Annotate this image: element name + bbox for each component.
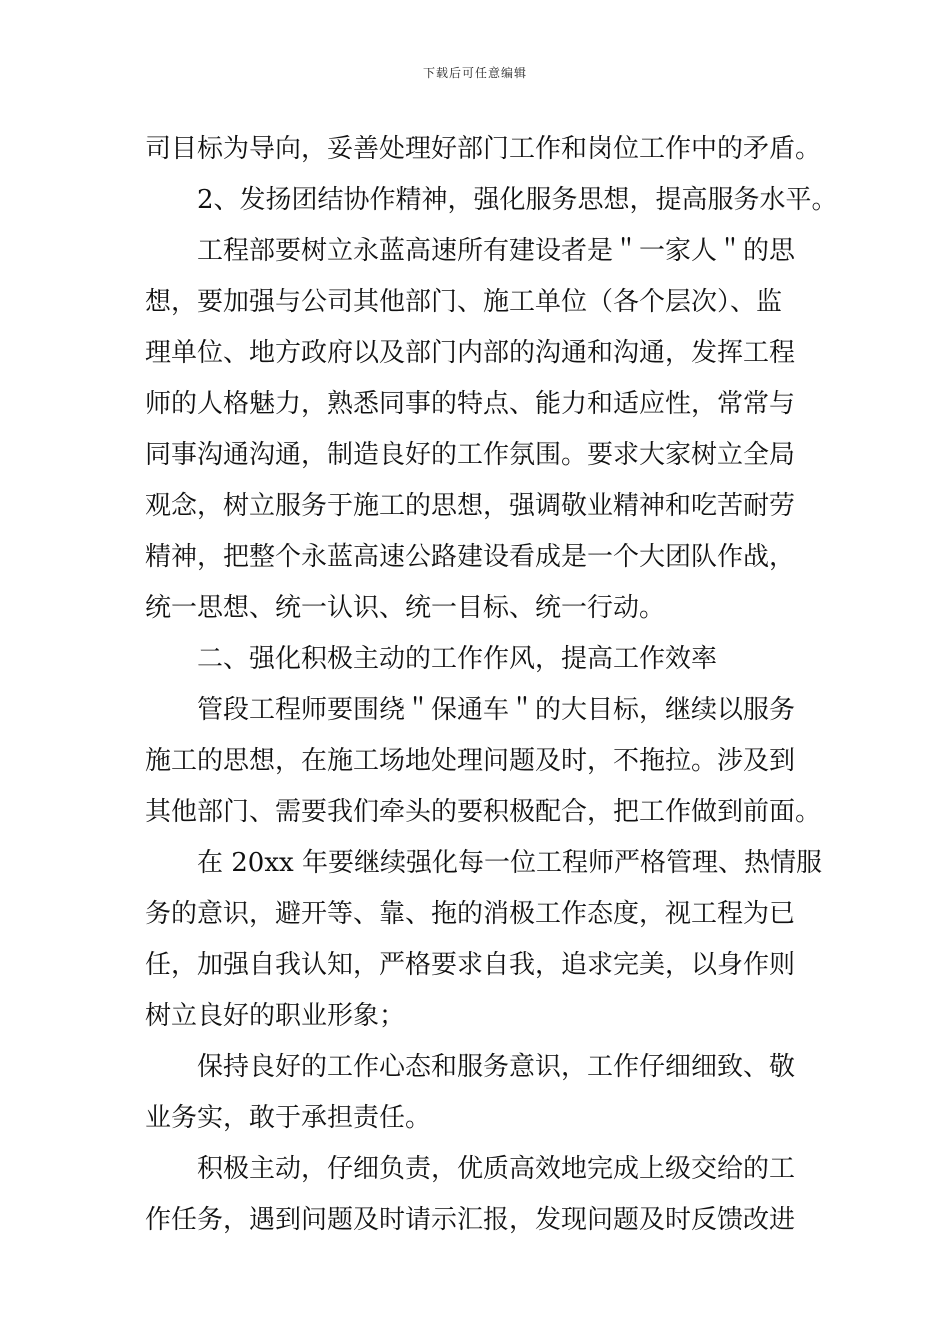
section-heading: 2、发扬团结协作精神，强化服务思想，提高服务水平。 xyxy=(197,185,838,215)
text-line: 在 20xx 年要继续强化每一位工程师严格管理、热情服 xyxy=(197,848,822,878)
text-line: 精神，把整个永蓝高速公路建设看成是一个大团队作战， xyxy=(145,542,796,572)
text-line: 积极主动，仔细负责，优质高效地完成上级交给的工 xyxy=(197,1154,796,1184)
text-line: 树立良好的职业形象； xyxy=(145,1001,406,1031)
text-line: 司目标为导向，妥善处理好部门工作和岗位工作中的矛盾。 xyxy=(145,134,822,164)
text-line: 业务实，敢于承担责任。 xyxy=(145,1103,432,1133)
page-header: 下载后可任意编辑 xyxy=(422,66,527,80)
text-line: 师的人格魅力，熟悉同事的特点、能力和适应性，常常与 xyxy=(145,389,796,419)
document-body xyxy=(145,124,838,1246)
text-line: 理单位、地方政府以及部门内部的沟通和沟通，发挥工程 xyxy=(145,338,796,368)
text-line: 任，加强自我认知，严格要求自我，追求完美，以身作则 xyxy=(145,950,796,980)
text-line: 工程部要树立永蓝高速所有建设者是＂一家人＂的思 xyxy=(197,236,796,266)
text-line: 同事沟通沟通，制造良好的工作氛围。要求大家树立全局 xyxy=(145,440,796,470)
text-line: 其他部门、需要我们牵头的要积极配合，把工作做到前面。 xyxy=(145,797,822,827)
text-line: 统一思想、统一认识、统一目标、统一行动。 xyxy=(145,593,666,623)
text-line: 作任务，遇到问题及时请示汇报，发现问题及时反馈改进 xyxy=(145,1205,796,1235)
section-heading: 二、强化积极主动的工作作风，提高工作效率 xyxy=(197,644,718,674)
text-line: 观念，树立服务于施工的思想，强调敬业精神和吃苦耐劳 xyxy=(145,491,796,521)
text-line: 想，要加强与公司其他部门、施工单位（各个层次）、监 xyxy=(145,287,783,317)
text-line: 管段工程师要围绕＂保通车＂的大目标，继续以服务 xyxy=(197,695,796,725)
text-line: 施工的思想，在施工场地处理问题及时，不拖拉。涉及到 xyxy=(145,746,796,776)
text-line: 务的意识，避开等、靠、拖的消极工作态度，视工程为已 xyxy=(145,899,796,929)
text-line: 保持良好的工作心态和服务意识，工作仔细细致、敬 xyxy=(197,1052,796,1082)
